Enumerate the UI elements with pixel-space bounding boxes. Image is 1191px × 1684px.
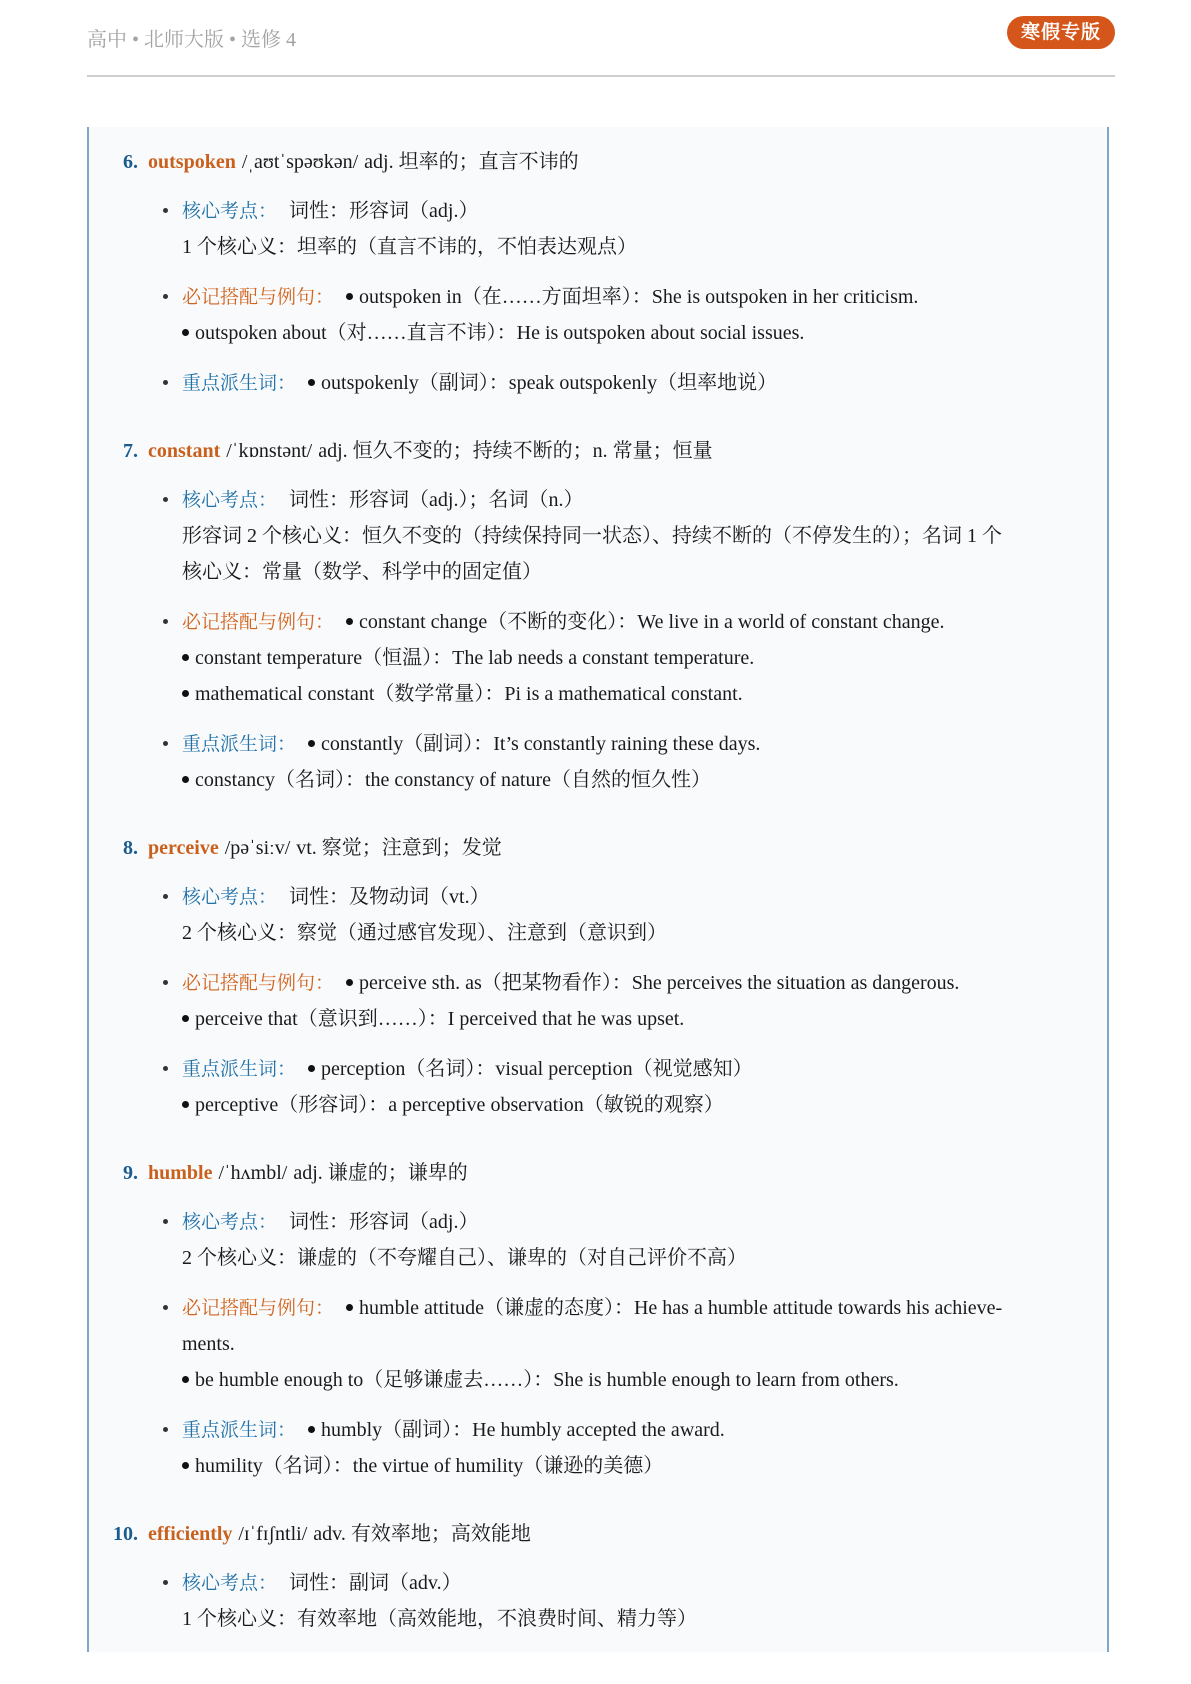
collocations-section xyxy=(89,279,1107,351)
line-text: 1 个核心义：坦率的（直言不讳的，不怕表达观点） xyxy=(182,236,637,258)
vocabulary-panel xyxy=(87,127,1109,1652)
section-line xyxy=(182,229,1107,265)
bullet-dot xyxy=(182,654,189,661)
section-line xyxy=(182,1240,1107,1276)
derivatives-section xyxy=(89,1051,1107,1123)
bullet-dot xyxy=(308,1426,315,1433)
definition: adv. 有效率地；高效能地 xyxy=(313,1523,531,1545)
core-points-section xyxy=(89,482,1107,590)
bullet-dot xyxy=(182,1462,189,1469)
derivatives-label: 重点派生词： xyxy=(182,1058,297,1080)
entry-heading xyxy=(89,433,1107,469)
line-text: humility（名词）：the virtue of humility（谦逊的美德） xyxy=(195,1455,664,1477)
line-text: 词性：副词（adv.） xyxy=(289,1572,462,1594)
line-text: 2 个核心义：察觉（通过感官发现）、注意到（意识到） xyxy=(182,922,667,944)
section-line xyxy=(182,915,1107,951)
edition-badge: 寒假专版 xyxy=(1007,16,1115,49)
header-divider xyxy=(87,75,1115,77)
line-text: perceive sth. as（把某物看作）：She perceives the situation as dangerous. xyxy=(359,972,960,994)
section-bullet xyxy=(163,1580,168,1585)
derivatives-label: 重点派生词： xyxy=(182,372,297,394)
line-text: 词性：形容词（adj.） xyxy=(289,200,479,222)
core-points-label: 核心考点： xyxy=(182,1211,278,1233)
section-line xyxy=(182,604,1107,640)
core-points-label: 核心考点： xyxy=(182,1572,278,1594)
bullet-dot xyxy=(308,740,315,747)
core-points-section xyxy=(89,1204,1107,1276)
bullet-dot xyxy=(182,690,189,697)
vocab-entry xyxy=(89,1155,1107,1484)
entry-number: 7. xyxy=(123,440,138,462)
line-text: mathematical constant（数学常量）：Pi is a mathematical constant. xyxy=(195,683,743,705)
line-text: outspoken in（在……方面坦率）：She is outspoken in her criticism. xyxy=(359,286,919,308)
section-bullet xyxy=(163,980,168,985)
section-line xyxy=(182,1565,1107,1601)
section-line xyxy=(182,1001,1107,1037)
vocab-entry xyxy=(89,144,1107,401)
section-line xyxy=(182,1051,1107,1087)
line-text: 2 个核心义：谦虚的（不夸耀自己）、谦卑的（对自己评价不高） xyxy=(182,1247,747,1269)
core-points-section xyxy=(89,879,1107,951)
section-line xyxy=(182,1326,1107,1362)
section-line xyxy=(182,279,1107,315)
vocab-entry xyxy=(89,433,1107,798)
line-text: 词性：及物动词（vt.） xyxy=(289,886,490,908)
section-line xyxy=(182,1601,1107,1637)
section-line xyxy=(182,1448,1107,1484)
bullet-dot xyxy=(308,1065,315,1072)
line-text: constant temperature（恒温）：The lab needs a constant temperature. xyxy=(195,647,755,669)
line-text: 核心义：常量（数学、科学中的固定值） xyxy=(182,561,542,583)
bullet-dot xyxy=(346,1304,353,1311)
entry-heading xyxy=(89,1516,1107,1552)
headword: efficiently xyxy=(148,1523,233,1545)
definition: vt. 察觉；注意到；发觉 xyxy=(296,837,502,859)
entry-heading xyxy=(89,144,1107,180)
section-line xyxy=(182,640,1107,676)
line-text: constant change（不断的变化）：We live in a world of constant change. xyxy=(359,611,945,633)
bullet-dot xyxy=(182,1015,189,1022)
line-text: constancy（名词）：the constancy of nature（自然的恒久性） xyxy=(195,769,712,791)
vocab-entry xyxy=(89,1516,1107,1637)
line-text: ments. xyxy=(182,1333,235,1355)
core-points-section xyxy=(89,193,1107,265)
entry-heading xyxy=(89,1155,1107,1191)
headword: constant xyxy=(148,440,221,462)
bullet-dot xyxy=(308,379,315,386)
collocations-label: 必记搭配与例句： xyxy=(182,286,335,308)
section-line xyxy=(182,365,1107,401)
definition: adj. 恒久不变的；持续不断的；n. 常量；恒量 xyxy=(318,440,713,462)
bullet-dot xyxy=(346,979,353,986)
line-text: perceive that（意识到……）：I perceived that he was upset. xyxy=(195,1008,685,1030)
section-bullet xyxy=(163,294,168,299)
line-text: humble attitude（谦虚的态度）：He has a humble attitude towards his achieve- xyxy=(359,1297,1003,1319)
core-points-label: 核心考点： xyxy=(182,200,278,222)
breadcrumb: 高中 • 北师大版 • 选修 4 xyxy=(87,29,297,51)
section-bullet xyxy=(163,894,168,899)
line-text: 词性：形容词（adj.） xyxy=(289,1211,479,1233)
headword: perceive xyxy=(148,837,219,859)
section-line xyxy=(182,879,1107,915)
section-bullet xyxy=(163,497,168,502)
section-bullet xyxy=(163,1427,168,1432)
section-line xyxy=(182,762,1107,798)
entry-number: 8. xyxy=(123,837,138,859)
entry-number: 10. xyxy=(113,1523,138,1545)
section-line xyxy=(182,315,1107,351)
definition: adj. 坦率的；直言不讳的 xyxy=(364,151,579,173)
core-points-section xyxy=(89,1565,1107,1637)
entry-number: 6. xyxy=(123,151,138,173)
headword: outspoken xyxy=(148,151,236,173)
line-text: perception（名词）：visual perception（视觉感知） xyxy=(321,1058,753,1080)
collocations-section xyxy=(89,604,1107,712)
derivatives-label: 重点派生词： xyxy=(182,1419,297,1441)
section-bullet xyxy=(163,1219,168,1224)
section-bullet xyxy=(163,619,168,624)
line-text: 词性：形容词（adj.）；名词（n.） xyxy=(289,489,584,511)
entry-number: 9. xyxy=(123,1162,138,1184)
phonetic: /ɪˈfɪʃntli/ xyxy=(238,1523,308,1545)
line-text: outspokenly（副词）：speak outspokenly（坦率地说） xyxy=(321,372,778,394)
section-bullet xyxy=(163,1066,168,1071)
section-line xyxy=(182,726,1107,762)
section-line xyxy=(182,1412,1107,1448)
bullet-dot xyxy=(346,618,353,625)
section-line xyxy=(182,965,1107,1001)
section-bullet xyxy=(163,1305,168,1310)
core-points-label: 核心考点： xyxy=(182,489,278,511)
bullet-dot xyxy=(346,293,353,300)
line-text: be humble enough to（足够谦虚去……）：She is humble enough to learn from others. xyxy=(195,1369,899,1391)
derivatives-label: 重点派生词： xyxy=(182,733,297,755)
bullet-dot xyxy=(182,1376,189,1383)
section-line xyxy=(182,554,1107,590)
bullet-dot xyxy=(182,1101,189,1108)
line-text: outspoken about（对……直言不讳）：He is outspoken about social issues. xyxy=(195,322,805,344)
section-line xyxy=(182,1290,1107,1326)
collocations-label: 必记搭配与例句： xyxy=(182,1297,335,1319)
section-line xyxy=(182,676,1107,712)
definition: adj. 谦虚的；谦卑的 xyxy=(293,1162,468,1184)
section-line xyxy=(182,193,1107,229)
derivatives-section xyxy=(89,1412,1107,1484)
collocations-section xyxy=(89,965,1107,1037)
section-line xyxy=(182,1087,1107,1123)
derivatives-section xyxy=(89,726,1107,798)
bullet-dot xyxy=(182,776,189,783)
phonetic: /ˈkɒnstənt/ xyxy=(226,440,313,462)
section-bullet xyxy=(163,741,168,746)
collocations-section xyxy=(89,1290,1107,1398)
derivatives-section xyxy=(89,365,1107,401)
section-bullet xyxy=(163,380,168,385)
line-text: 1 个核心义：有效率地（高效能地，不浪费时间、精力等） xyxy=(182,1608,697,1630)
entry-heading xyxy=(89,830,1107,866)
line-text: perceptive（形容词）：a perceptive observation（敏锐的观察） xyxy=(195,1094,724,1116)
phonetic: /pəˈsiːv/ xyxy=(224,837,291,859)
section-line xyxy=(182,1362,1107,1398)
vocab-entry xyxy=(89,830,1107,1123)
line-text: humbly（副词）：He humbly accepted the award. xyxy=(321,1419,725,1441)
line-text: 形容词 2 个核心义：恒久不变的（持续保持同一状态）、持续不断的（不停发生的）；名词 1 个 xyxy=(182,525,1002,547)
bullet-dot xyxy=(182,329,189,336)
section-line xyxy=(182,482,1107,518)
phonetic: /ˈhʌmbl/ xyxy=(218,1162,288,1184)
collocations-label: 必记搭配与例句： xyxy=(182,972,335,994)
headword: humble xyxy=(148,1162,213,1184)
core-points-label: 核心考点： xyxy=(182,886,278,908)
section-bullet xyxy=(163,208,168,213)
section-line xyxy=(182,518,1107,554)
collocations-label: 必记搭配与例句： xyxy=(182,611,335,633)
line-text: constantly（副词）：It’s constantly raining these days. xyxy=(321,733,761,755)
section-line xyxy=(182,1204,1107,1240)
phonetic: /ˌaʊtˈspəʊkən/ xyxy=(241,151,359,173)
